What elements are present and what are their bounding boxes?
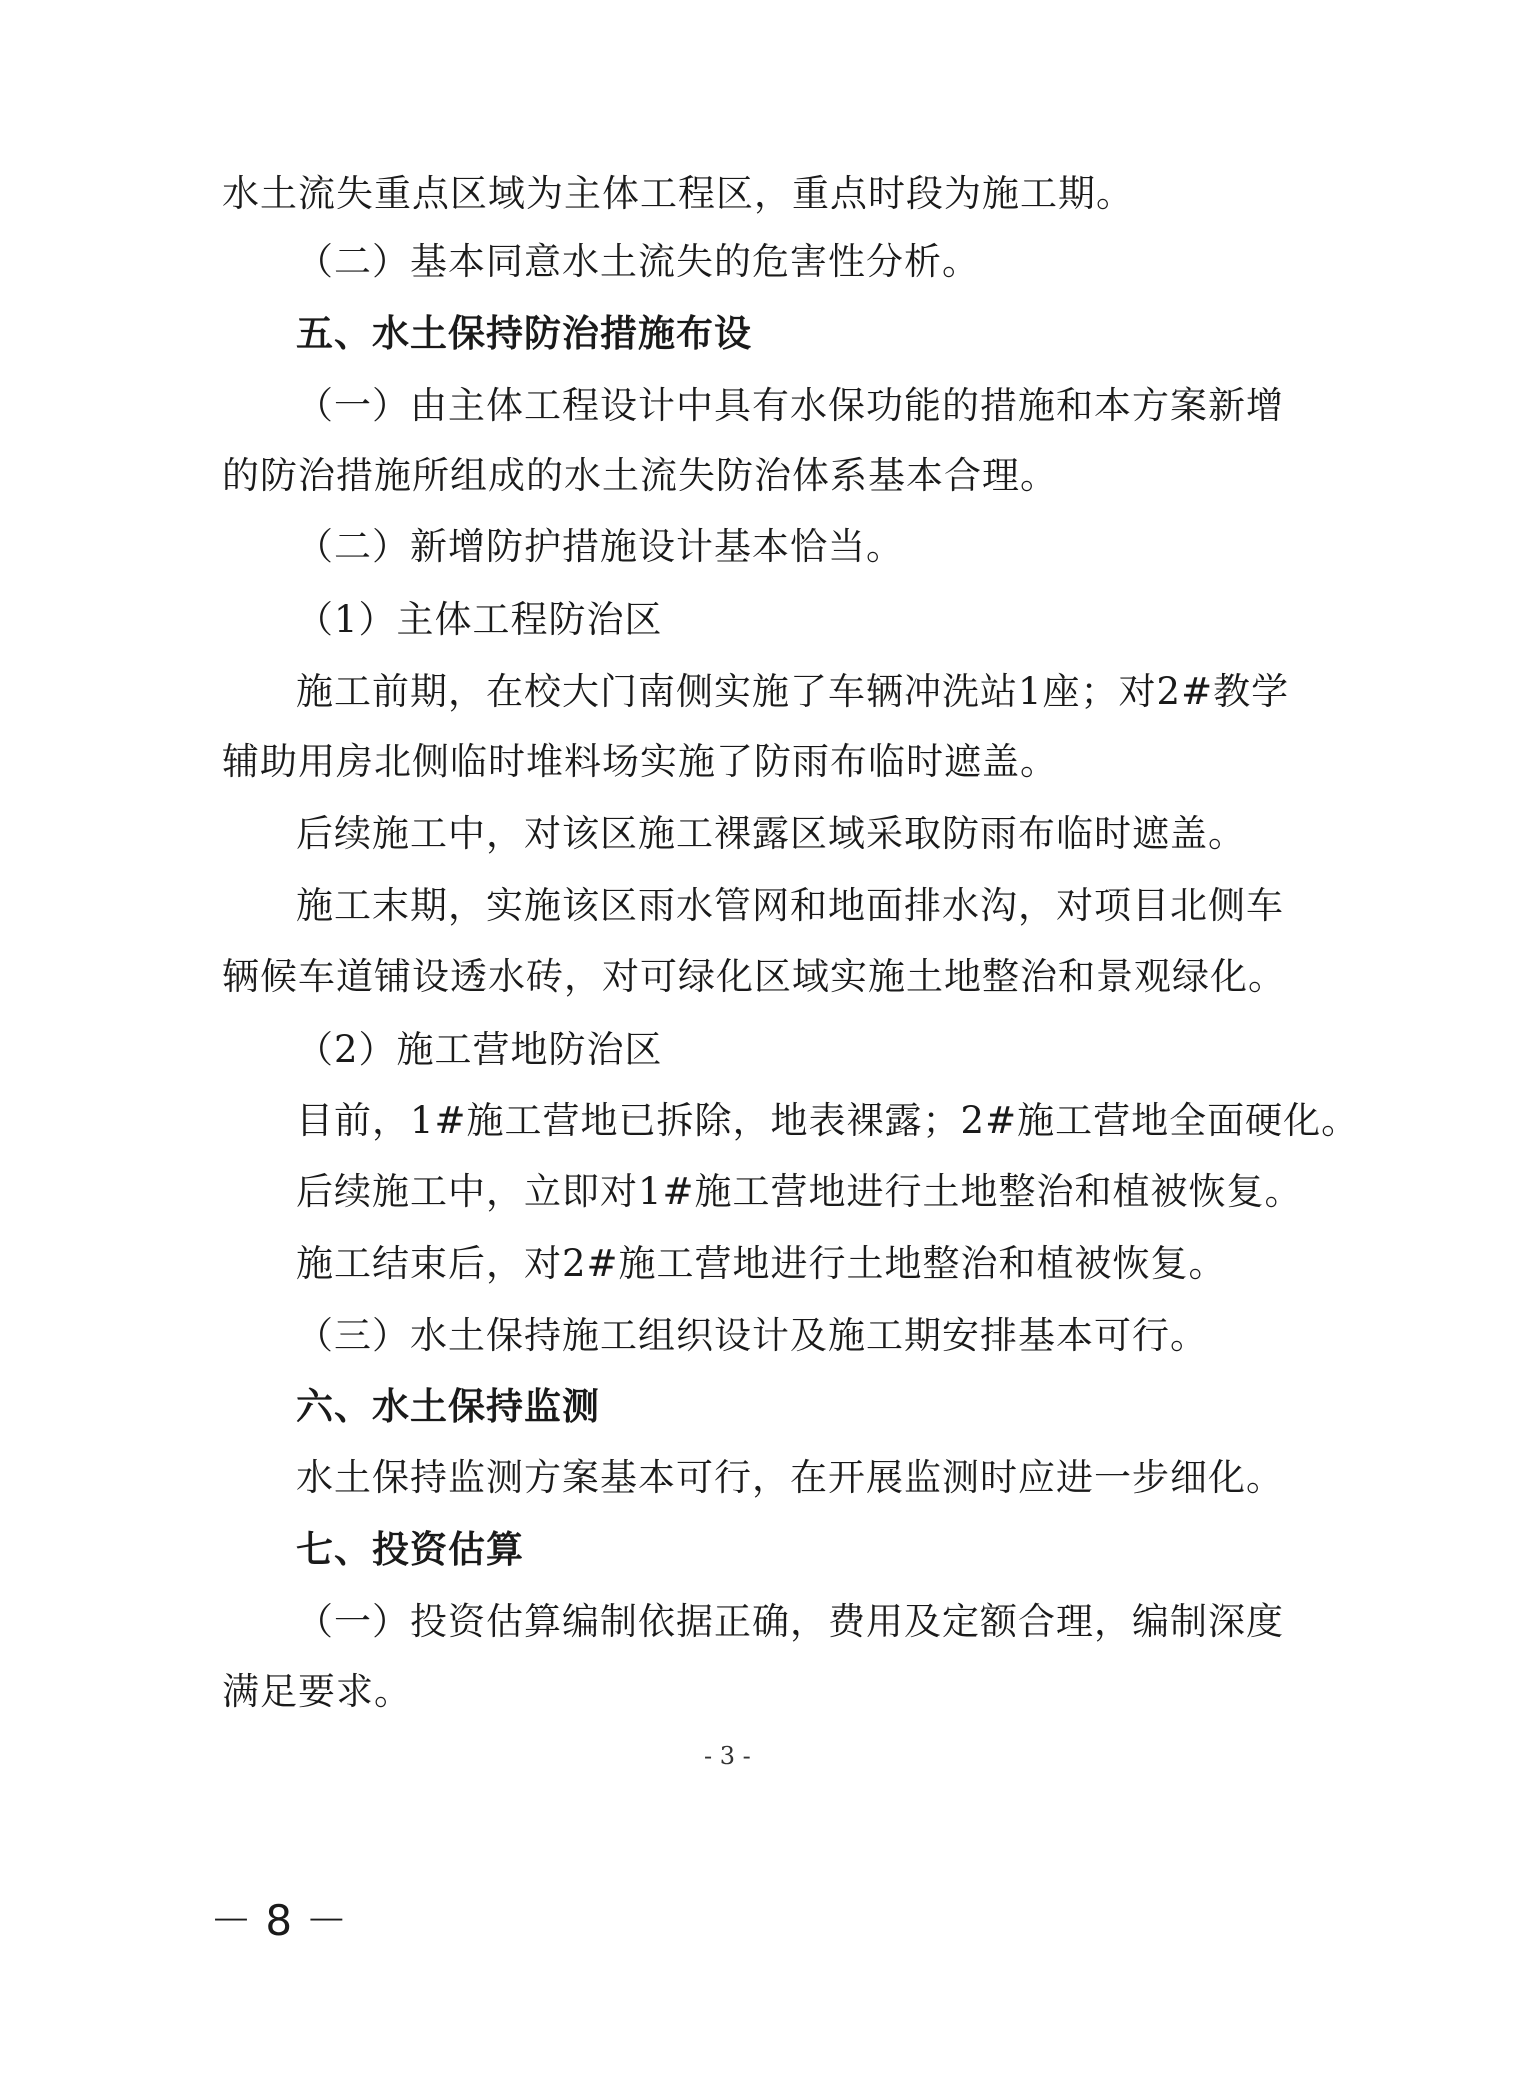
text-line-8: 施工前期，在校大门南侧实施了车辆冲洗站1座；对2#教学 [296,670,1290,713]
text-line-16: 施工结束后，对2#施工营地进行土地整治和植被恢复。 [296,1242,1227,1285]
text-line-19: 水土保持监测方案基本可行，在开展监测时应进一步细化。 [296,1456,1284,1499]
text-line-21: （一）投资估算编制依据正确，费用及定额合理，编制深度 [296,1600,1284,1643]
text-line-14: 目前，1#施工营地已拆除，地表裸露；2#施工营地全面硬化。 [296,1099,1360,1142]
text-line-11: 施工末期，实施该区雨水管网和地面排水沟，对项目北侧车 [296,884,1284,927]
section-heading-6: 六、水土保持监测 [296,1385,600,1428]
text-line-6: （二）新增防护措施设计基本恰当。 [296,525,904,568]
text-line-1: 水土流失重点区域为主体工程区，重点时段为施工期。 [222,172,1134,215]
section-heading-7: 七、投资估算 [296,1528,524,1571]
text-line-17: （三）水土保持施工组织设计及施工期安排基本可行。 [296,1314,1208,1357]
subsection-heading-2: （2）施工营地防治区 [296,1028,663,1071]
text-line-10: 后续施工中，对该区施工裸露区域采取防雨布临时遮盖。 [296,812,1246,855]
text-line-12: 辆候车道铺设透水砖，对可绿化区域实施土地整治和景观绿化。 [222,955,1286,998]
text-line-5: 的防治措施所组成的水土流失防治体系基本合理。 [222,454,1058,497]
inner-page-number: - 3 - [704,1742,751,1770]
text-line-15: 后续施工中，立即对1#施工营地进行土地整治和植被恢复。 [296,1170,1303,1213]
text-line-2: （二）基本同意水土流失的危害性分析。 [296,240,980,283]
text-line-9: 辅助用房北侧临时堆料场实施了防雨布临时遮盖。 [222,740,1058,783]
section-heading-5: 五、水土保持防治措施布设 [296,312,752,355]
outer-page-number: － 8 － [210,1896,348,1945]
subsection-heading-1: （1）主体工程防治区 [296,598,663,641]
text-line-4: （一）由主体工程设计中具有水保功能的措施和本方案新增 [296,384,1284,427]
text-line-22: 满足要求。 [222,1670,412,1713]
